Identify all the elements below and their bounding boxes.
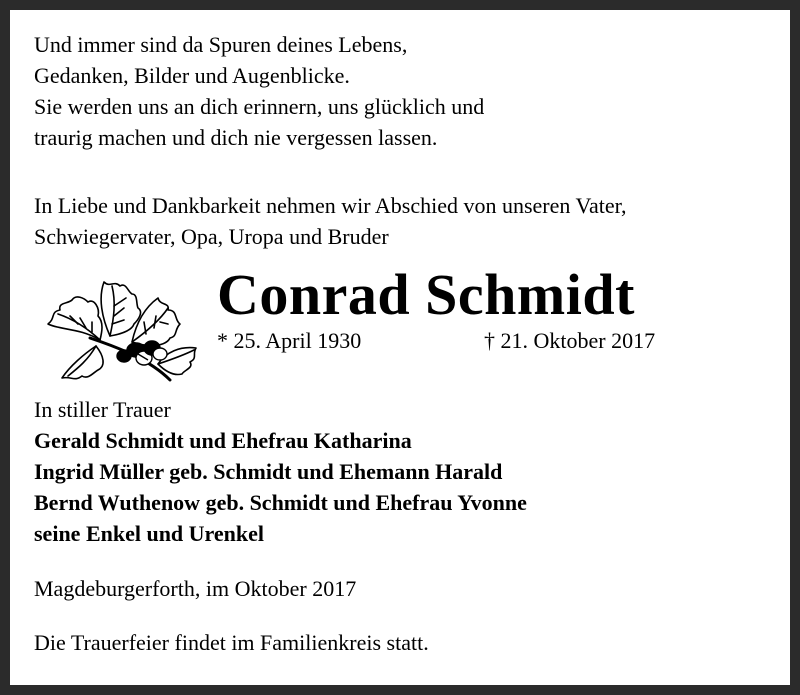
poem-line: Sie werden uns an dich erinnern, uns glücklich und (34, 94, 485, 119)
mourners (34, 394, 527, 549)
intro-text (34, 190, 627, 252)
poem-line: traurig machen und dich nie vergessen lassen. (34, 125, 438, 150)
poem-line: Und immer sind da Spuren deines Lebens, (34, 32, 408, 57)
intro-line: Schwiegervater, Opa, Uropa und Bruder (34, 224, 389, 249)
place-date: Magdeburgerforth, im Oktober 2017 (34, 576, 357, 601)
mourner-line: Ingrid Müller geb. Schmidt und Ehemann Harald (34, 459, 503, 484)
mourner-line: seine Enkel und Urenkel (34, 521, 265, 546)
funeral-note: Die Trauerfeier findet im Familienkreis statt. (34, 630, 429, 655)
obituary-card (10, 10, 790, 685)
deceased-name: Conrad Schmidt (217, 262, 635, 327)
oak-leaves-acorns-icon (40, 268, 200, 386)
death-date: † 21. Oktober 2017 (484, 328, 656, 353)
birth-date: * 25. April 1930 (217, 328, 362, 353)
mourner-line: Bernd Wuthenow geb. Schmidt und Ehefrau Yvonne (34, 490, 527, 515)
mourner-line: Gerald Schmidt und Ehefrau Katharina (34, 428, 412, 453)
poem (34, 29, 484, 153)
poem-line: Gedanken, Bilder und Augenblicke. (34, 63, 350, 88)
intro-line: In Liebe und Dankbarkeit nehmen wir Abschied von unseren Vater, (34, 193, 627, 218)
mourners-heading: In stiller Trauer (34, 397, 171, 422)
